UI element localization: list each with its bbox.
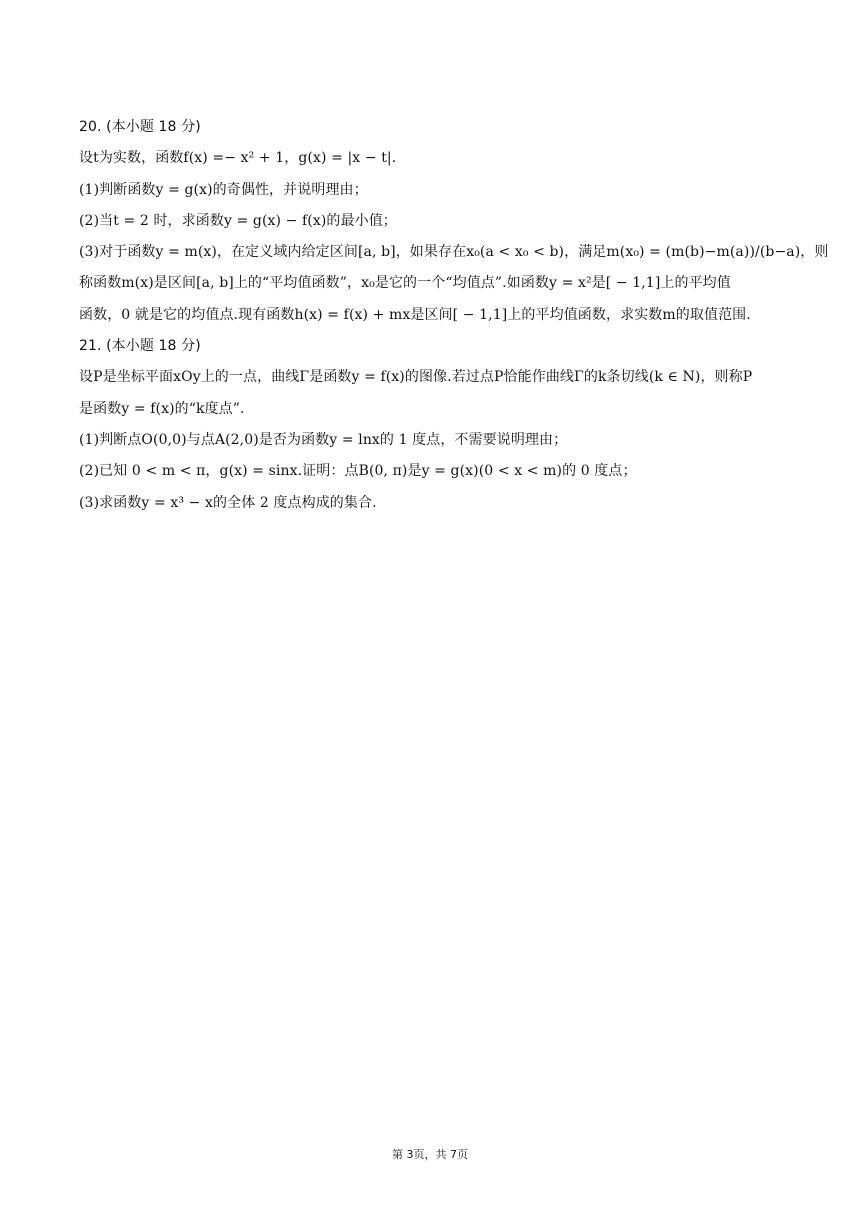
problem-20-heading: 20. (本小题 18 分) [79,119,201,135]
problem-20-statement: 设t为实数，函数f(x) =− x² + 1，g(x) = |x − t|. [79,150,397,167]
problem-21-part-3: (3)求函数y = x³ − x的全体 2 度点构成的集合. [79,494,377,511]
problem-20-part-3-line-1: (3)对于函数y = m(x)，在定义域内给定区间[a, b]，如果存在x₀(a < x₀ < b)，满足m(x₀) = (m(b)−m(a))/(b−a)，则 [79,244,829,261]
problem-20-part-3-line-2: 称函数m(x)是区间[a, b]上的“平均值函数”，x₀是它的一个“均值点”.如函数y = x²是[ − 1,1]上的平均值 [79,275,731,292]
problem-21-statement-line-2: 是函数y = f(x)的“k度点”. [79,400,245,417]
document-body [79,112,829,519]
problem-21-heading: 21. (本小题 18 分) [79,338,201,355]
problem-21-part-1: (1)判断点O(0,0)与点A(2,0)是否为函数y = lnx的 1 度点，不需要说明理由； [79,431,568,448]
problem-21-part-2: (2)已知 0 < m < π，g(x) = sinx.证明：点B(0, π)是y = g(x)(0 < x < m)的 0 度点； [79,463,637,480]
page-footer: 第 3页，共 7页 [392,1148,468,1161]
problem-20-part-2: (2)当t = 2 时，求函数y = g(x) − f(x)的最小值； [79,212,397,229]
problem-20-part-1: (1)判断函数y = g(x)的奇偶性，并说明理由； [79,181,368,198]
problem-20-part-3-line-3: 函数，0 就是它的均值点.现有函数h(x) = f(x) + mx是区间[ − 1,1]上的平均值函数，求实数m的取值范围. [79,306,751,323]
problem-21-statement-line-1: 设P是坐标平面xOy上的一点，曲线Γ是函数y = f(x)的图像.若过点P恰能作曲线Γ的k条切线(k ∈ N)，则称P [79,369,753,386]
